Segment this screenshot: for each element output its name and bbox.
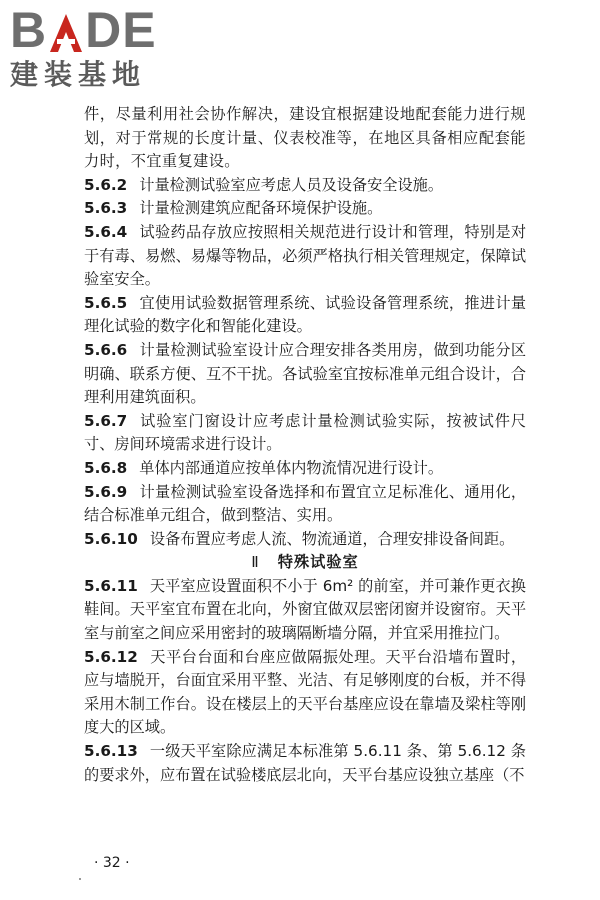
clause-text: 一级天平室除应满足本标准第 5.6.11 条、第 5.6.12 条的要求外，应布置在试验楼底层北向，天平台基应设独立基座（不 xyxy=(84,742,526,784)
clause-number: 5.6.3 xyxy=(84,199,128,218)
clause-number: 5.6.8 xyxy=(84,458,128,477)
clause-text: 计量检测试验室设备选择和布置宜立足标准化、通用化，结合标准单元组合，做到整洁、实用。 xyxy=(84,482,526,525)
clause-text: 天平台台面和台座应做隔振处理。天平台沿墙布置时，应与墙脱开，台面宜采用平整、光洁、有足够刚度的台板，并不得采用木制工作台。设在楼层上的天平台基座应设在靠墙及梁柱等刚度大的区域。 xyxy=(84,647,526,737)
clause-text: 计量检测试验室应考虑人员及设备安全设施。 xyxy=(139,175,443,194)
logo-wordmark xyxy=(10,4,170,56)
clause-text: 试验药品存放应按照相关规范进行设计和管理，特别是对于有毒、易燃、易爆等物品，必须严格执行相关管理规定，保障试验室安全。 xyxy=(84,222,526,289)
clause-number: 5.6.4 xyxy=(84,222,128,241)
clause-number: 5.6.5 xyxy=(84,293,128,312)
section-roman: Ⅱ xyxy=(251,553,260,572)
scan-speck xyxy=(79,878,81,880)
clause-number: 5.6.12 xyxy=(84,647,138,666)
intro-paragraph: 件，尽量利用社会协作解决，建设宜根据建设地配套能力进行规划，对于常规的长度计量、仪表校准等，在地区具备相应配套能力时，不宜重复建设。 xyxy=(84,105,526,171)
clause-text: 试验室门窗设计应考虑计量检测试验实际，按被试件尺寸、房间环境需求进行设计。 xyxy=(84,411,526,454)
clause xyxy=(84,197,526,221)
clause xyxy=(84,646,526,740)
clause xyxy=(84,174,526,198)
section-heading xyxy=(84,551,526,575)
logo-subtitle: 建装基地 xyxy=(10,58,147,91)
clause xyxy=(84,575,526,646)
page-number: · 32 · xyxy=(94,855,130,871)
clause xyxy=(84,339,526,410)
clause-text: 计量检测试验室设计应合理安排各类用房，做到功能分区明确、联系方便、互不干扰。各试验室宜按标准单元组合设计，合理利用建筑面积。 xyxy=(84,340,526,407)
logo-letter-b: B xyxy=(10,2,48,58)
logo-letters-de: DE xyxy=(85,2,157,58)
section-title: 特殊试验室 xyxy=(277,553,359,572)
clause xyxy=(84,292,526,339)
clause-text: 天平室应设置面积不小于 6m² 的前室，并可兼作更衣换鞋间。天平室宜布置在北向，外窗宜做双层密闭窗并设窗帘。天平室与前室之间应采用密封的玻璃隔断墙分隔，并宜采用推拉门。 xyxy=(84,576,526,643)
brand-logo xyxy=(10,4,170,92)
clause-number: 5.6.10 xyxy=(84,529,138,548)
clause-number: 5.6.6 xyxy=(84,340,128,359)
logo-letter-a-mark xyxy=(48,12,84,56)
clause-text: 单体内部通道应按单体内物流情况进行设计。 xyxy=(139,458,443,477)
clause xyxy=(84,481,526,528)
clause-number: 5.6.7 xyxy=(84,411,128,430)
clause xyxy=(84,740,526,787)
clause xyxy=(84,457,526,481)
clause-text: 设备布置应考虑人流、物流通道，合理安排设备间距。 xyxy=(149,529,515,548)
clause-number: 5.6.2 xyxy=(84,175,128,194)
clause-number: 5.6.9 xyxy=(84,482,128,501)
clause-number: 5.6.13 xyxy=(84,742,138,761)
clause xyxy=(84,528,526,552)
clause xyxy=(84,410,526,457)
document-body xyxy=(84,103,526,787)
clause xyxy=(84,221,526,292)
clause-text: 宜使用试验数据管理系统、试验设备管理系统，推进计量理化试验的数字化和智能化建设。 xyxy=(84,293,526,336)
clause-text: 计量检测建筑应配备环境保护设施。 xyxy=(139,199,383,218)
logo-a-icon xyxy=(48,12,84,52)
clause-number: 5.6.11 xyxy=(84,576,138,595)
